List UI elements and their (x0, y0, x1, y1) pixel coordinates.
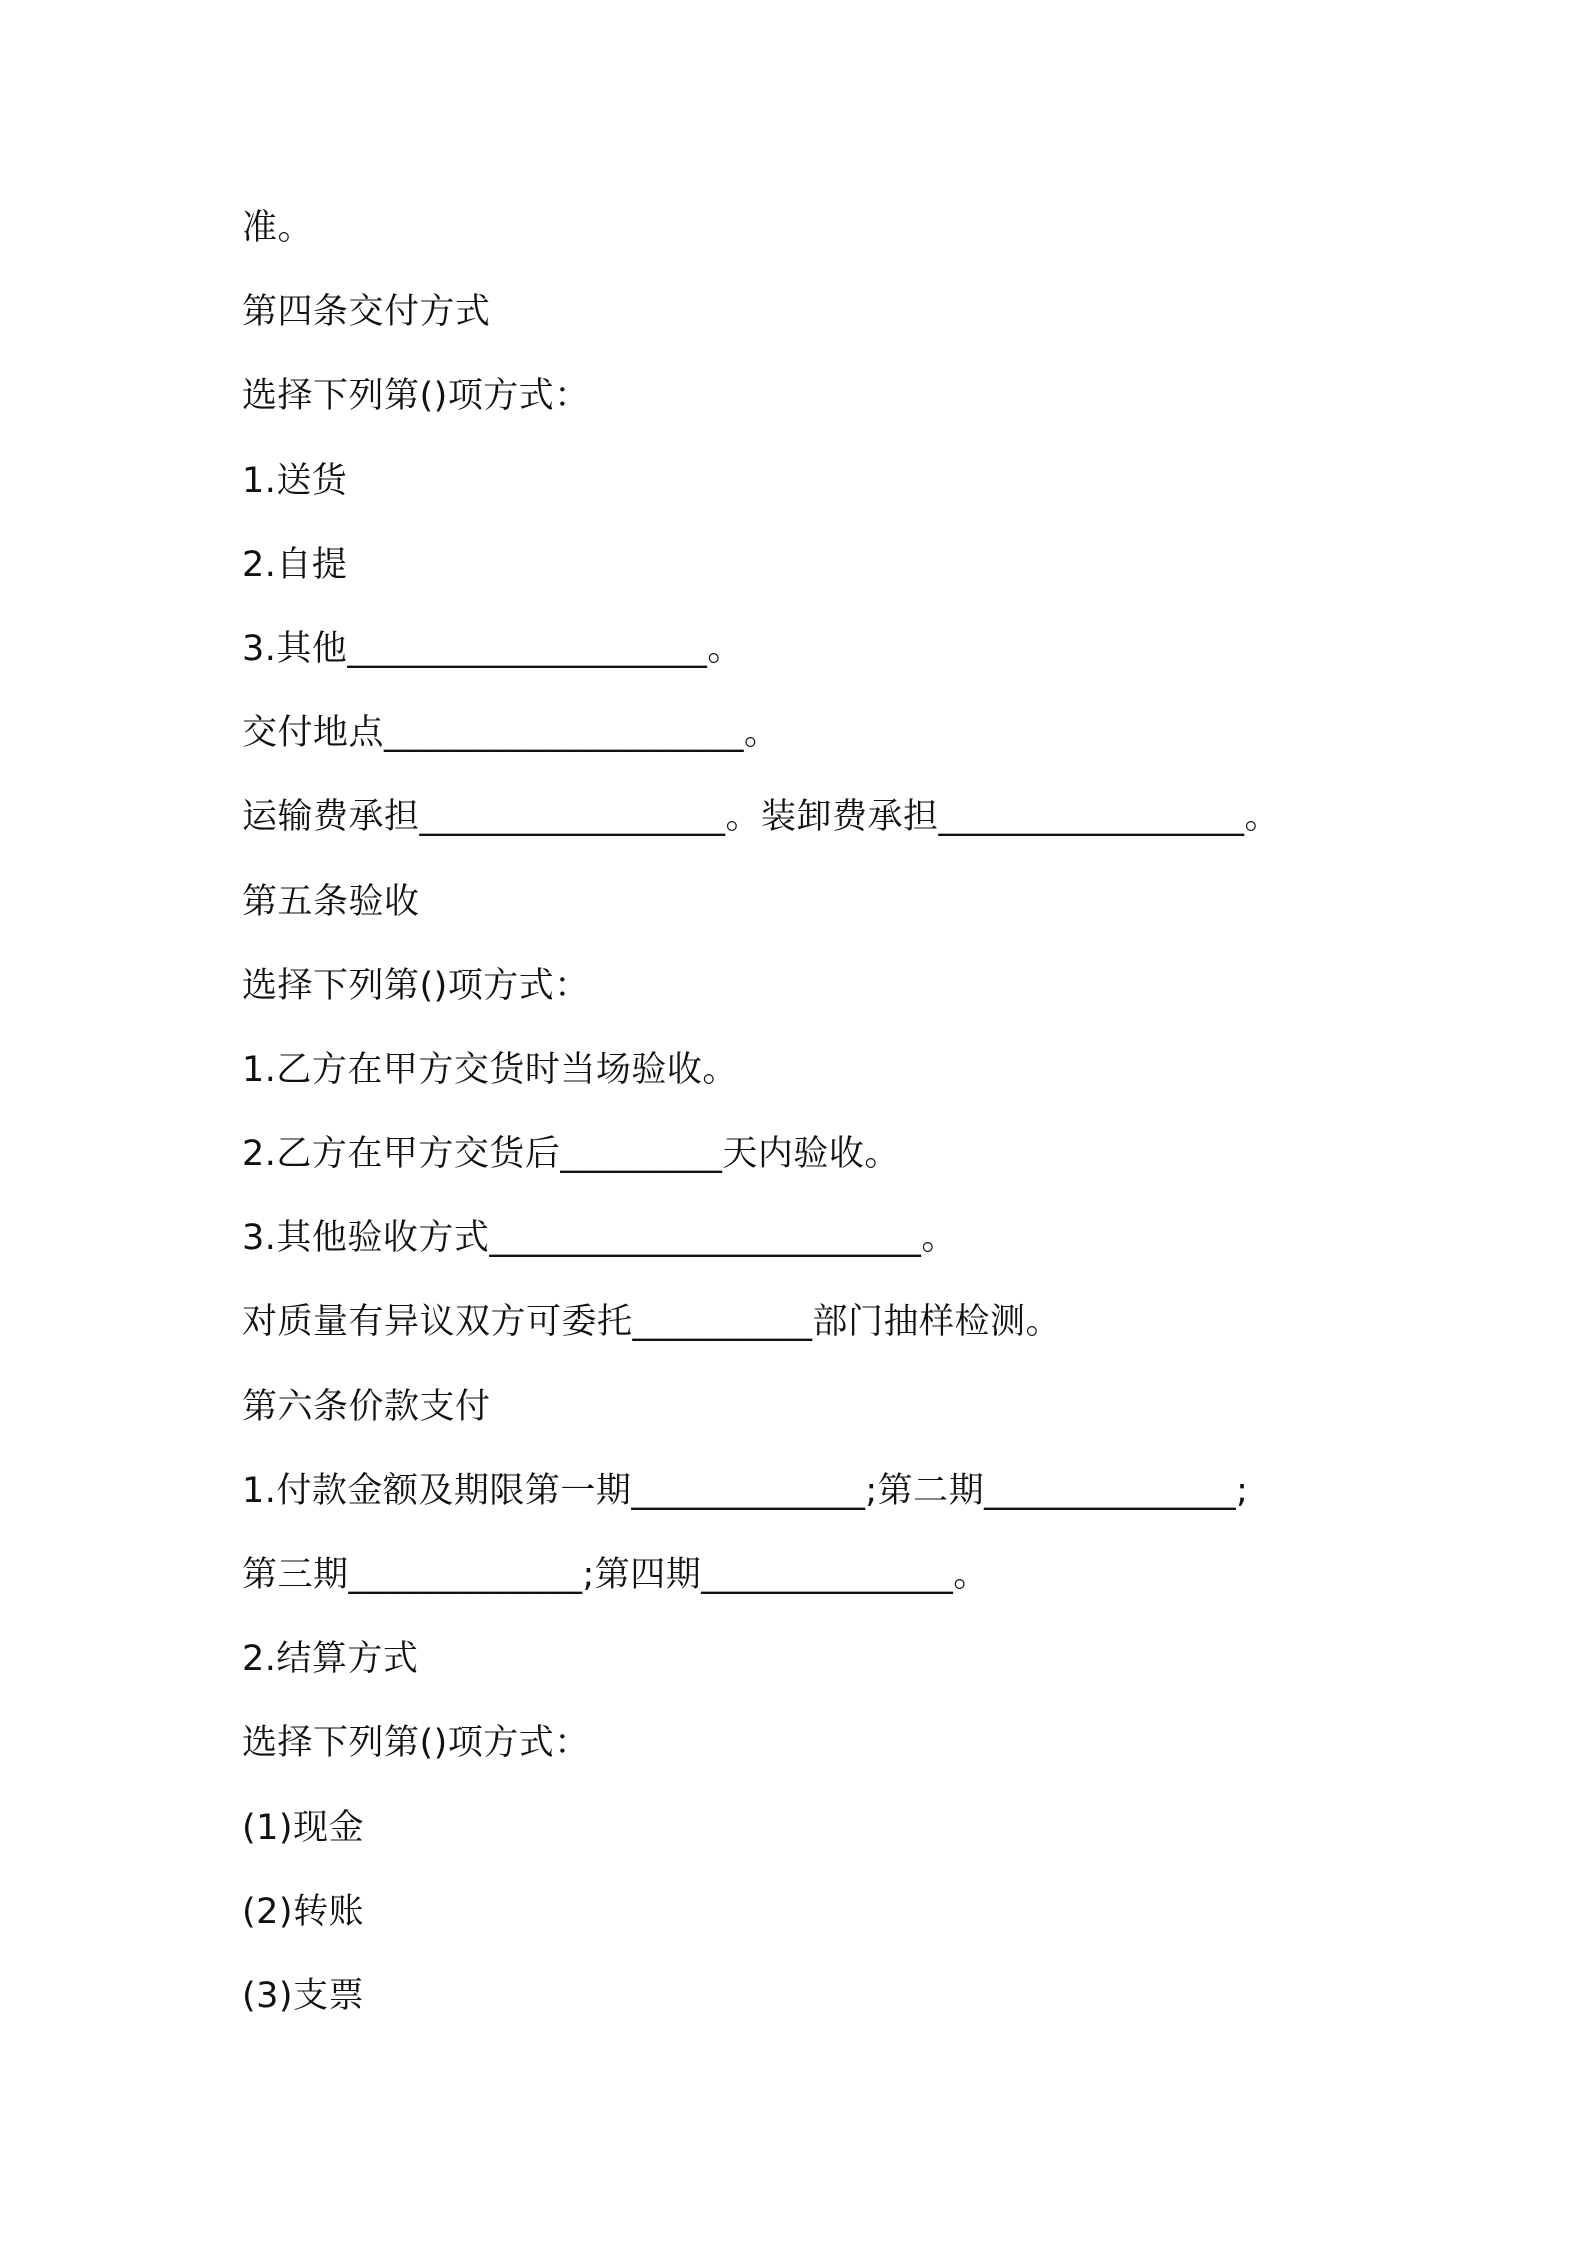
settlement-option-transfer: (2)转账 (242, 1891, 365, 1932)
article-4-heading: 第四条交付方式 (242, 292, 491, 333)
settlement-option-check: (3)支票 (242, 1975, 365, 2016)
acceptance-choice-prompt: 选择下列第()项方式： (242, 965, 590, 1006)
payment-schedule-line-1: 1.付款金额及期限第一期_____________;第二期______________; (242, 1470, 1249, 1511)
quality-dispute-line: 对质量有异议双方可委托__________部门抽样检测。 (242, 1302, 1062, 1343)
settlement-method-heading: 2.结算方式 (242, 1639, 419, 1680)
delivery-option-1: 1.送货 (242, 460, 348, 501)
freight-cost-line: 运输费承担_________________。装卸费承担_________________。 (242, 797, 1281, 838)
delivery-option-3: 3.其他____________________。 (242, 628, 743, 669)
document-body (242, 198, 1362, 2050)
settlement-choice-prompt: 选择下列第()项方式： (242, 1723, 590, 1764)
article-5-heading: 第五条验收 (242, 881, 420, 922)
acceptance-option-1: 1.乙方在甲方交货时当场验收。 (242, 1049, 738, 1090)
delivery-location: 交付地点____________________。 (242, 713, 780, 754)
delivery-choice-prompt: 选择下列第()项方式： (242, 376, 590, 417)
delivery-option-2: 2.自提 (242, 544, 348, 585)
article-6-heading: 第六条价款支付 (242, 1386, 491, 1427)
payment-schedule-line-2: 第三期_____________;第四期______________。 (242, 1555, 989, 1595)
acceptance-option-3: 3.其他验收方式________________________。 (242, 1218, 957, 1259)
text-line-continuation: 准。 (242, 208, 314, 248)
settlement-option-cash: (1)现金 (242, 1807, 365, 1848)
acceptance-option-2: 2.乙方在甲方交货后_________天内验收。 (242, 1134, 900, 1175)
